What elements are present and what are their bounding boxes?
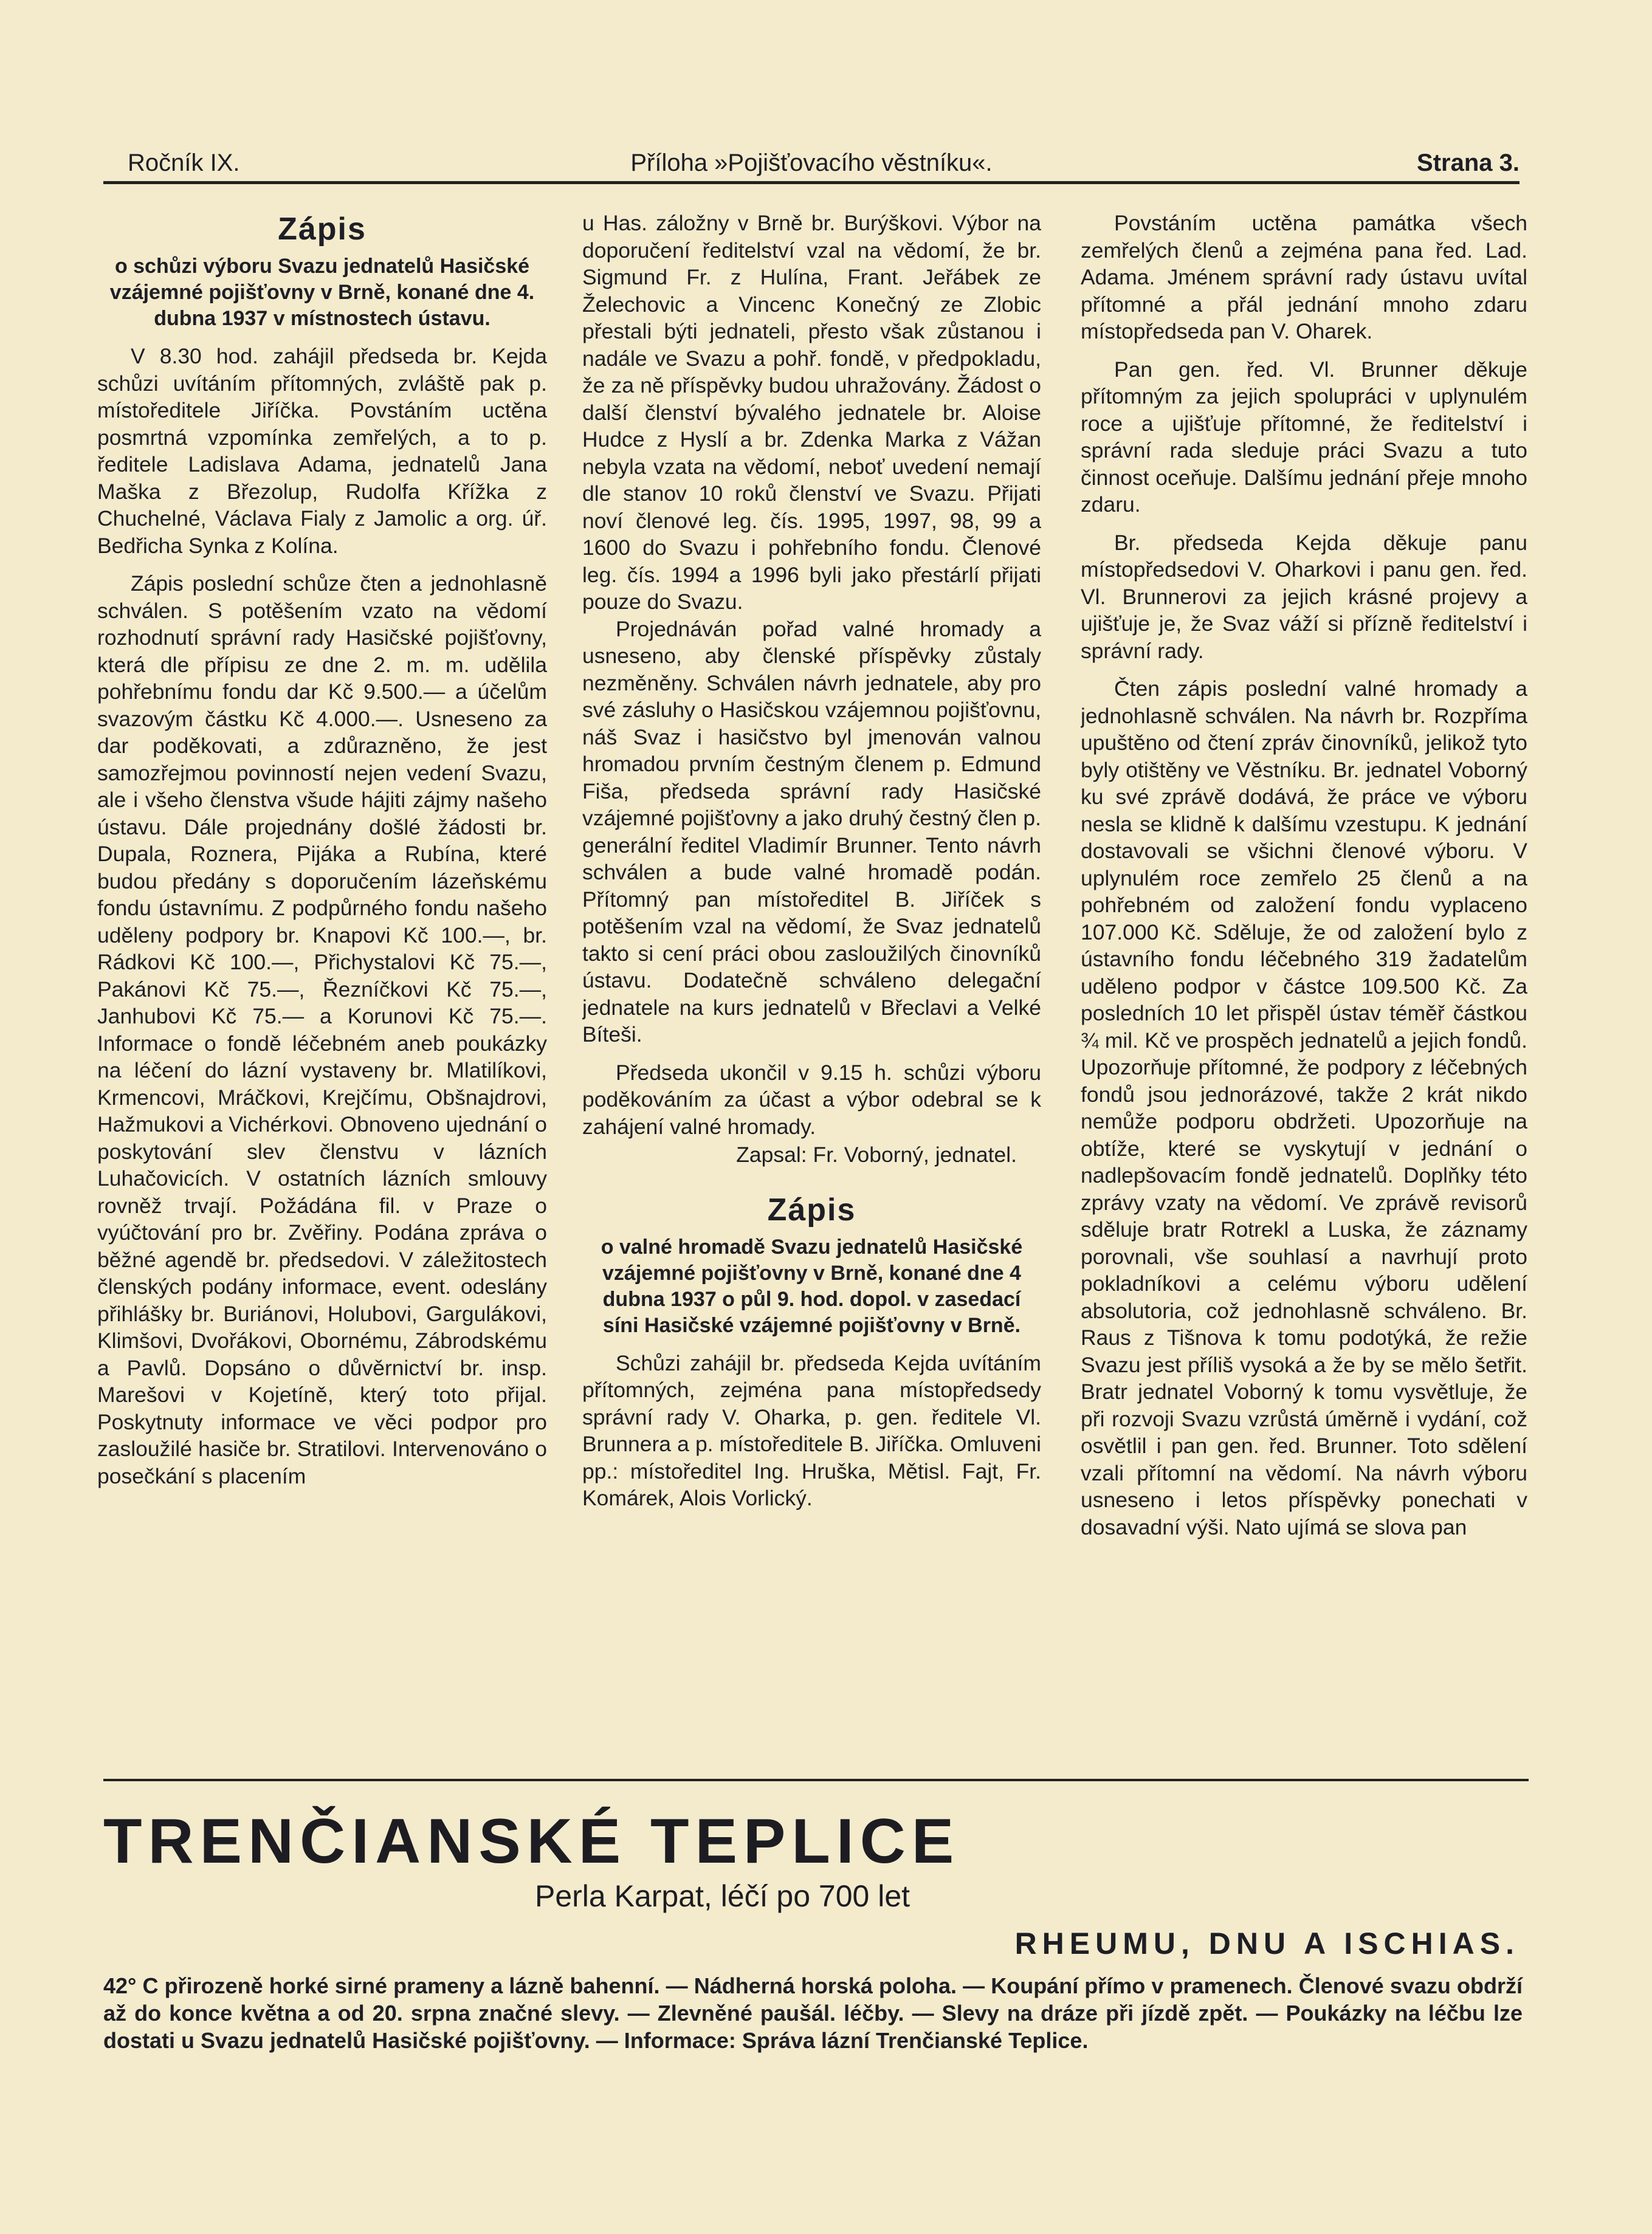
- advertisement-title: TRENČIANSKÉ TEPLICE: [103, 1806, 960, 1877]
- header-rule: [103, 181, 1519, 184]
- paragraph: Projednáván pořad valné hromady a usneseno, aby členské příspěvky zůstaly nezměněny. Schválen návrh jednatele, aby pro své zásluhy o Hasičskou vzájemnou pojišťovnu, náš Svaz i hasičstvo byl jmenován valnou hromadou prvním čestným členem p. Edmund Fiša, předseda správní rady Hasičské vzájemné pojišťovny a jako druhý čestný člen p. generální ředitel Vladimír Brunner. Tento návrh schválen a bude valné hromadě podán. Přítomný pan místoředitel B. Jiříček s potěšením vzal na vědomí, že Svaz jednatelů takto si cení práci obou zasloužilých činovníků ústavu. Dodatečně schváleno delegační jednatele na kurs jednatelů v Břeclavi a Velké Bíteši.: [582, 616, 1041, 1047]
- paragraph: Pan gen. řed. Vl. Brunner děkuje přítomným za jejich spolupráci v uplynulém roce a ujišťuje přítomné, že ředitelství i správní rada sleduje práci Svazu a tuto činnost oceňuje. Dalšímu jednání přeje mnoho zdaru.: [1081, 357, 1527, 517]
- supplement-title: Příloha »Pojišťovacího věstníku«.: [630, 150, 993, 176]
- paragraph: Br. předseda Kejda děkuje panu místopředsedovi V. Oharkovi i panu gen. řed. Vl. Brunnerovi za jejich krásné projevy a ujišťuje je, že Svaz váží si přízně ředitelství i správní rady.: [1081, 530, 1527, 663]
- signature: Zapsal: Fr. Voborný, jednatel.: [736, 1143, 1017, 1167]
- column-2: [582, 210, 1041, 1772]
- advertisement-rule: [103, 1779, 1529, 1781]
- minutes-subtitle: o schůzi výboru Svazu jednatelů Hasičské vzájemné pojišťovny v Brně, konané dne 4. dubna 1937 v místnostech ústavu.: [109, 255, 535, 330]
- advertisement-slogan: Perla Karpat, léčí po 700 let: [535, 1879, 910, 1913]
- paragraph: Povstáním uctěna památka všech zemřelých členů a zejména pana řed. Lad. Adama. Jménem správní rady ústavu uvítal přítomné a přál jednání mnoho zdaru místopředseda pan V. Oharek.: [1081, 211, 1527, 343]
- paragraph: Čten zápis poslední valné hromady a jednohlasně schválen. Na návrh br. Rozpříma upuštěno od čtení zpráv činovníků, jelikož tyto byly otištěny ve Věstníku. Br. jednatel Voborný ku své zprávě dodává, že práce ve výboru nesla se klidně k dalšímu vzestupu. K jednání dostavovali se všichni členové výboru. V uplynulém roce zemřelo 25 členů a na pohřebném od založení fondu vyplaceno 107.000 Kč. Sděluje, že od založení bylo z ústavního fondu léčebného 319 žadatelům uděleno podpor v částce 109.500 Kč. Za posledních 10 let přispěl ústav téměř částkou ¾ mil. Kč ve prospěch jednatelů a jejich fondů. Upozorňuje přítomné, že podpory z léčebných fondů jsou jednorázové, takže 2 krát nikdo nemůže podporu obdržeti. Upozorňuje na obtíže, které se vyskytují v jednání o nadlepšovacím fondě jednatelů. Doplňky této zprávy vzaty na vědomí. Ve zprávě revisorů sděluje bratr Rotrekl a Luska, že záznamy porovnali, vše souhlasí a navrhují proto pokladníkovi a celému výboru udělení absolutoria, což jednohlasně schváleno. Br. Raus z Tišnova k tomu podotýká, že režie Svazu jest příliš vysoká a že by se mělo šetřit. Bratr jednatel Voborný k tomu vysvětluje, že při rozvoji Svazu vzrůstá úměrně i vydání, což osvětlil i pan gen. řed. Brunner. Toto sdělení vzali přítomní na vědomí. Na návrh výboru usneseno i letos příspěvky ponechati v dosavadní výši. Nato ujímá se slova pan: [1081, 676, 1527, 1539]
- general-meeting-subtitle: o valné hromadě Svazu jednatelů Hasičské vzájemné pojišťovny v Brně, konané dne 4 dubna 1937 o půl 9. hod. dopol. v zasedací síni Hasičské vzájemné pojišťovny v Brně.: [601, 1235, 1023, 1337]
- general-meeting-title: Zápis: [767, 1192, 856, 1228]
- column-3: [1081, 210, 1527, 1772]
- minutes-title: Zápis: [278, 211, 367, 247]
- paragraph: V 8.30 hod. zahájil předseda br. Kejda schůzi uvítáním přítomných, zvláště pak p. místoředitele Jiříčka. Povstáním uctěna posmrtná vzpomínka zemřelých, a to p. ředitele Ladislava Adama, jednatelů Jana Maška z Březolup, Rudolfa Křížka z Chuchelné, Václava Fialy z Jamolic a org. úř. Bedřicha Synka z Kolína.: [97, 344, 547, 558]
- paragraph: Zápis poslední schůze čten a jednohlasně schválen. S potěšením vzato na vědomí rozhodnutí správní rady Hasičské pojišťovny, která dle přípisu ze dne 2. m. m. udělila pohřebnímu fondu dar Kč 9.500.— a účelům svazovým částku Kč 4.000.—. Usneseno za dar poděkovati, a zdůrazněno, že jest samozřejmou povinností nejen vedení Svazu, ale i všeho členstva všude hájiti zájmy našeho ústavu. Dále projednány došlé žádosti br. Dupala, Roznera, Pijáka a Rubína, které budou předány s doporučením lázeňskému fondu ústavnímu. Z podpůrného fondu našeho uděleny podpory br. Knapovi Kč 100.—, br. Rádkovi Kč 100.—, Přichystalovi Kč 75.—, Pakánovi Kč 75.—, Řezníčkovi Kč 75.—, Janhubovi Kč 75.— a Korunovi Kč 75.—. Informace o fondě léčebném aneb poukázky na léčení do lázní vystaveny br. Mlatilíkovi, Krmencovi, Mráčkovi, Krejčímu, Obšnajdrovi, Hažmukovi a Vichérkovi. Obnoveno ujednání o poskytování slev členstvu v lázních Luhačovicích. V ostatních lázních smlouvy rovněž trvají. Požádána fil. v Praze o vyúčtování pro br. Zvěřiny. Podána zpráva o běžné agendě br. předsedovi. V záležitostech členských podány informace, event. odeslány přihlášky br. Buriánovi, Holubovi, Gargulákovi, Klimšovi, Dvořákovi, Obornému, Zábrodskému a Pavlů. Dopsáno o důvěrnictví br. insp. Marešovi v Kojetíně, který toto přijal. Poskytnuty informace ve věci podpor pro zasloužilé hasiče br. Stratilovi. Intervenováno o posečkání s placením: [97, 571, 547, 1488]
- advertisement-diseases: RHEUMU, DNU A ISCHIAS.: [1014, 1926, 1519, 1961]
- paragraph: u Has. záložny v Brně br. Burýškovi. Výbor na doporučení ředitelství vzal na vědomí, že br. Sigmund Fr. z Hulína, Frant. Jeřábek ze Želechovic a Vincenc Konečný ze Zlobic přestali býti jednateli, přesto však zůstanou i nadále ve Svazu a pohř. fondě, v předpokladu, že za ně příspěvky budou uhražovány. Žádost o další členství bývalého jednatele br. Aloise Hudce z Hyslí a br. Zdenka Marka z Vážan nebyla vzata na vědomí, neboť uvedení nemají dle stanov 10 roků členství ve Svazu. Přijati noví členové leg. čís. 1995, 1997, 98, 99 a 1600 do Svazu i pohřebního fondu. Členové leg. čís. 1994 a 1996 byli jako přestárlí přijati pouze do Svazu.: [582, 211, 1041, 614]
- page-number: Strana 3.: [1417, 150, 1519, 176]
- paragraph: Předseda ukončil v 9.15 h. schůzi výboru poděkováním za účast a výbor odebral se k zahájení valné hromady.: [582, 1060, 1041, 1139]
- volume-label: Ročník IX.: [128, 150, 240, 176]
- advertisement-text: 42° C přirozeně horké sirné prameny a lázně bahenní. — Nádherná horská poloha. — Koupání přímo v pramenech. Členové svazu obdrží až do konce května a od 20. srpna značné slevy. — Zlevněné paušál. léčby. — Slevy na dráze při jízdě zpět. — Poukázky na léčbu lze dostati u Svazu jednatelů Hasičské pojišťovny. — Informace: Správa lázní Trenčianské Teplice.: [103, 1973, 1523, 2053]
- column-1: [97, 210, 547, 1772]
- paragraph: Schůzi zahájil br. předseda Kejda uvítáním přítomných, zejména pana místopředsedy správní rady V. Oharka, p. gen. ředitele Vl. Brunnera a p. místoředitele B. Jiříčka. Omluveni pp.: místoředitel Ing. Hruška, Mětisl. Fajt, Fr. Komárek, Alois Vorlický.: [582, 1350, 1041, 1510]
- page-header: [103, 145, 1519, 181]
